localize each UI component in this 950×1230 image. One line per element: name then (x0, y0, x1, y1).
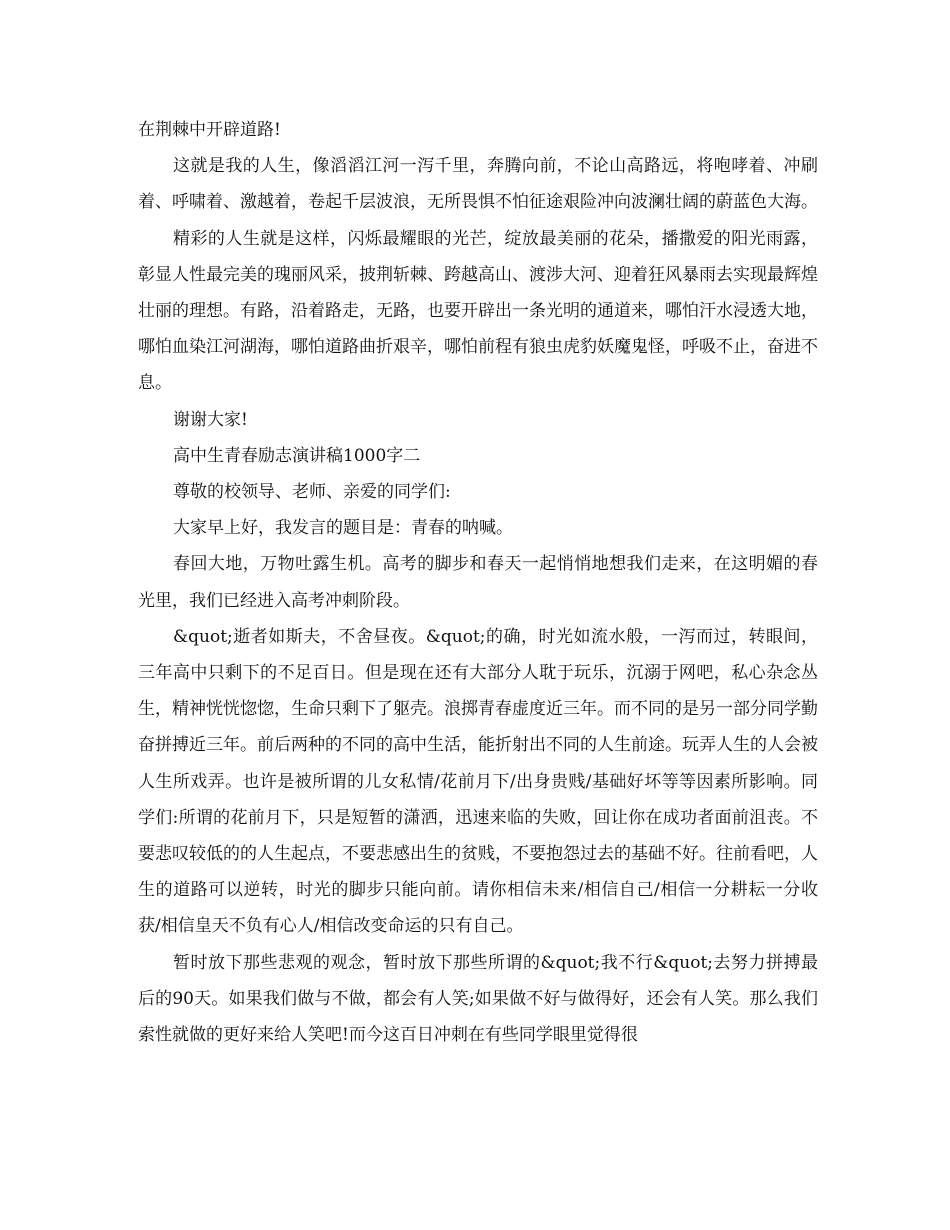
paragraph: 春回大地，万物吐露生机。高考的脚步和春天一起悄悄地想我们走来，在这明媚的春光里，我们已经进入高考冲刺阶段。 (138, 554, 818, 611)
paragraph: 在荆棘中开辟道路! (138, 120, 281, 140)
document-page (138, 112, 818, 1053)
section-heading: 高中生青春励志演讲稿1000字二 (173, 445, 421, 466)
paragraph: 精彩的人生就是这样，闪烁最耀眼的光芒，绽放最美丽的花朵，播撒爱的阳光雨露，彰显人性最完美的瑰丽风采，披荆斩棘、跨越高山、渡涉大河、迎着狂风暴雨去实现最辉煌壮丽的理想。有路，沿着路走，无路，也要开辟出一条光明的通道来，哪怕汗水浸透大地，哪怕血染江河湖海，哪怕道路曲折艰辛，哪怕前程有狼虫虎豹妖魔鬼怪，呼吸不止，奋进不息。 (138, 228, 818, 394)
paragraph: &quot;逝者如斯夫，不舍昼夜。&quot;的确，时光如流水般，一泻而过，转眼间，三年高中只剩下的不足百日。但是现在还有大部分人耽于玩乐，沉溺于网吧，私心杂念丛生，精神恍恍惚惚，生命只剩下了躯壳。浪掷青春虚度近三年。而不同的是另一部分同学勤奋拼搏近三年。前后两种的不同的高中生活，能折射出不同的人生前途。玩弄人生的人会被人生所戏弄。也许是被所谓的儿女私情/花前月下/出身贵贱/基础好坏等等因素所影响。同学们:所谓的花前月下，只是短暂的潇洒，迅速来临的失败，回让你在成功者面前沮丧。不要悲叹较低的的人生起点，不要悲感出生的贫贱，不要抱怨过去的基础不好。往前看吧，人生的道路可以逆转，时光的脚步只能向前。请你相信未来/相信自己/相信一分耕耘一分收获/相信皇天不负有心人/相信改变命运的只有自己。 (138, 626, 818, 937)
paragraph: 暂时放下那些悲观的观念，暂时放下那些所谓的&quot;我不行&quot;去努力拼搏最后的90天。如果我们做与不做，都会有人笑;如果做不好与做得好，还会有人笑。那么我们索性就做的更好来给人笑吧!而今这百日冲刺在有些同学眼里觉得很 (138, 952, 818, 1046)
paragraph: 谢谢大家! (173, 409, 248, 430)
paragraph: 大家早上好，我发言的题目是：青春的呐喊。 (173, 518, 513, 539)
paragraph: 这就是我的人生，像滔滔江河一泻千里，奔腾向前，不论山高路远，将咆哮着、冲刷着、呼啸着、激越着，卷起千层波浪，无所畏惧不怕征途艰险冲向波澜壮阔的蔚蓝色大海。 (138, 156, 818, 213)
salutation: 尊敬的校领导、老师、亲爱的同学们: (173, 482, 451, 503)
